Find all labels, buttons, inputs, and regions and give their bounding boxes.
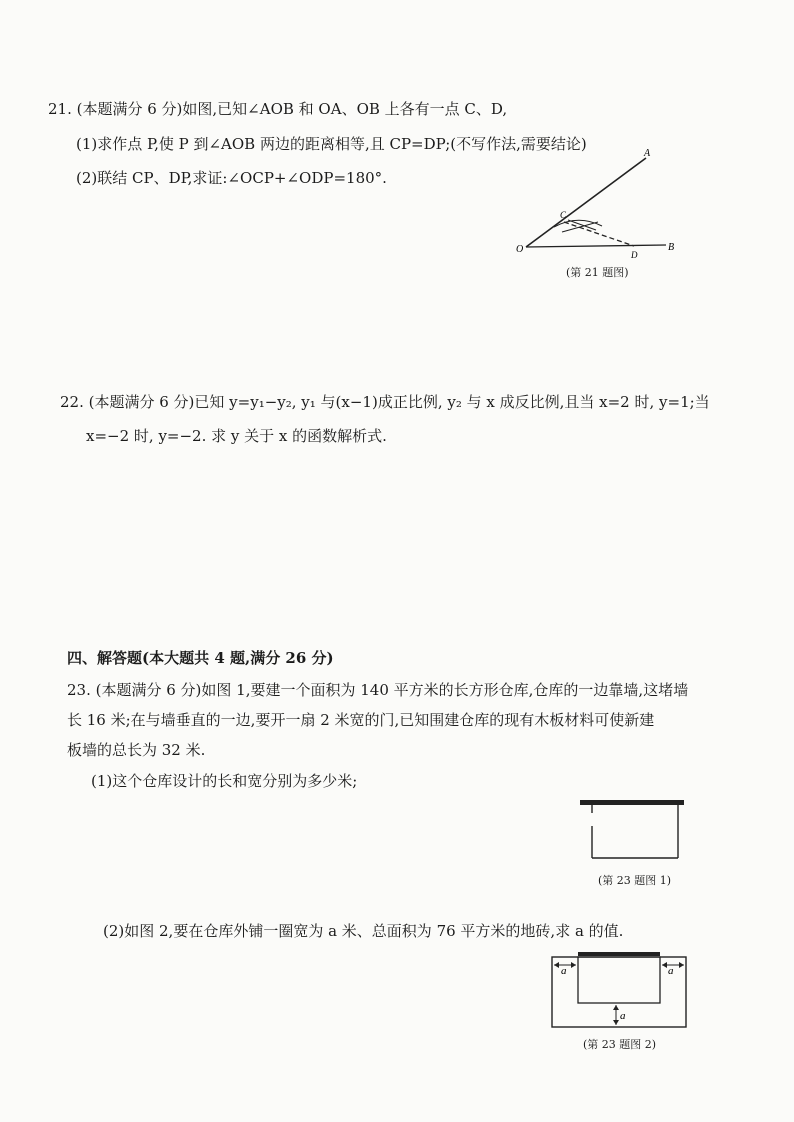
q23-part2: (2)如图 2,要在仓库外铺一圈宽为 a 米、总面积为 76 平方米的地砖,求 a 的值. [103, 922, 624, 940]
q23-figure2-caption: (第 23 题图 2) [583, 1038, 657, 1051]
label-a-bottom: a [620, 1010, 626, 1022]
outer-tile-border [552, 957, 686, 1027]
dashed-cd [564, 222, 634, 246]
wall [580, 800, 684, 805]
q23-part1: (1)这个仓库设计的长和宽分别为多少米; [91, 772, 358, 790]
q21-part2: (2)联结 CP、DP,求证:∠OCP+∠ODP=180°. [76, 169, 387, 187]
q21-part1: (1)求作点 P,使 P 到∠AOB 两边的距离相等,且 CP=DP;(不写作法,需要结论) [76, 135, 587, 153]
label-a-left: a [561, 965, 567, 977]
label-a-right: a [668, 965, 674, 977]
q23-line2: 长 16 米;在与墙垂直的一边,要开一扇 2 米宽的门,已知围建仓库的现有木板材料可使新建 [67, 711, 655, 729]
ray-ob [526, 245, 666, 247]
inner-warehouse [578, 957, 660, 1003]
label-b: B [668, 242, 675, 253]
label-c: C [560, 210, 567, 220]
q23-figure1 [580, 798, 692, 862]
q21-figure [510, 150, 690, 260]
q22-line2: x=−2 时, y=−2. 求 y 关于 x 的函数解析式. [86, 427, 387, 445]
section-heading: 四、解答题(本大题共 4 题,满分 26 分) [67, 649, 334, 667]
label-d: D [631, 250, 638, 260]
q21-stem: 21. (本题满分 6 分)如图,已知∠AOB 和 OA、OB 上各有一点 C、D, [48, 100, 508, 118]
label-a: A [644, 148, 651, 159]
q23-figure1-caption: (第 23 题图 1) [598, 874, 672, 887]
wall [578, 952, 660, 956]
q21-figure-caption: (第 21 题图) [566, 266, 629, 279]
q23-figure2 [550, 952, 700, 1032]
label-o: O [516, 244, 524, 255]
q23-line3: 板墙的总长为 32 米. [67, 741, 206, 759]
ray-oa [526, 158, 646, 247]
q22-line1: 22. (本题满分 6 分)已知 y=y₁−y₂, y₁ 与(x−1)成正比例, y₂ 与 x 成反比例,且当 x=2 时, y=1;当 [60, 393, 710, 411]
q23-line1: 23. (本题满分 6 分)如图 1,要建一个面积为 140 平方米的长方形仓库,仓库的一边靠墙,这堵墙 [67, 681, 689, 699]
